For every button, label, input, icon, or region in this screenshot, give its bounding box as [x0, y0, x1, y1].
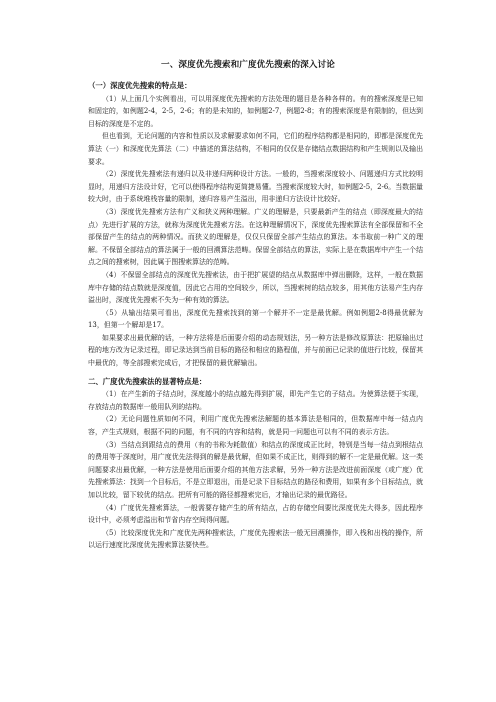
paragraph: （5）从输出结果可看出，深度优先搜索找到的第一个解并不一定是最优解。例如例题2-8得最优解为13，但第一个解却是17。 — [88, 308, 423, 330]
paragraph: （3）当结点到跟结点的费用（有的书称为耗散值）和结点的深度成正比时，特别是当每一结点到根结点的费用等于深度时，用广度优先法得到的解是最优解，但如果不成正比，则得到的解不一定是最优解。这一类问题要求出最优解，一种方法是使用后面要介绍的其他方法求解，另外一种方法是改进前面深度（或广度）优先搜索算法：找到一个目标后，不是立即退出，而是记录下目标结点的路径和费用，如果有多个目标结点，就加以比较，留下较优的结点。把所有可能的路径都搜索完后，才输出记录的最优路径。 — [88, 440, 423, 499]
paragraph: （1）在产生新的子结点时，深度越小的结点越先得到扩展，即先产生它的子结点。为使算法便于实现，存放结点的数据库一般用队列的结构。 — [88, 390, 423, 411]
paragraph: （2）深度优先搜索法有递归以及非递归两种设计方法。一般的，当搜索深度较小、问题递归方式比较明显时，用递归方法设计好，它可以使得程序结构更简捷易懂。当搜索深度较大时，如例题2-5，2-6。当数据量较大时，由于系统堆栈容量的限制，递归容易产生溢出，用非递归方法设计比较好。 — [88, 170, 423, 204]
paragraph: 但也看到，无论问题的内容和性质以及求解要求如何不同，它们的程序结构都是相同的，即都是深度优先算法（一）和深度优先算法（二）中描述的算法结构，不相同的仅仅是存储结点数据结构和产生规则以及输出要求。 — [88, 132, 423, 166]
paragraph: （4）不保留全部结点的深度优先搜索法，由于把扩展望的结点从数据库中弹出删除，这样，一般在数据库中存储的结点数就是深度值，因此它占用的空间较少，所以，当搜索树的结点较多，用其他方法易产生内存溢出时，深度优先搜索不失为一种有效的算法。 — [88, 270, 423, 305]
document-title: 一、深度优先搜索和广度优先搜索的深入讨论 — [161, 60, 335, 70]
section-2-heading: 二、广度优先搜索法的显著特点是： — [88, 376, 207, 386]
section-1-heading: （一）深度优先搜索的特点是： — [88, 81, 192, 90]
paragraph: 如果要求出最优解的话，一种方法将是后面要介绍的动态规划法，另一种方法是修改原算法：把原输出过程的地方改为记录过程，即记录达到当前目标的路径和相应的路程值，并与前面已记录的值进行比较，保留其中最优的，等全部搜索完成后，才把保留的最优解输出。 — [88, 333, 423, 368]
paragraph: （4）广度优先搜索算法，一般需要存储产生的所有结点，占的存储空间要比深度优先大得多，因此程序设计中，必须考虑溢出和节省内存空间得问题。 — [88, 503, 423, 525]
paragraph: （2）无论问题性质如何不同，利用广度优先搜索法解题的基本算法是相同的，但数据库中每一结点内容，产生式规则，根据不同的问题，有不同的内容和结构，就是同一问题也可以有不同的表示方法。 — [88, 415, 423, 437]
paragraph: （1）从上面几个实例看出，可以用深度优先搜索的方法处理的题目是各种各样的。有的搜索深度是已知和固定的，如例题2-4，2-5，2-6；有的是未知的，如例题2-7，例题2-8；有的搜索深度是有限制的，但达到目标的深度是不定的。 — [88, 94, 423, 128]
paragraph: （3）深度优先搜索方法有广义和狭义两种理解。广义的理解是，只要最新产生的结点（即深度最大的结点）先进行扩展的方法，就称为深度优先搜索方法。在这种理解情况下，深度优先搜索算法有全部保留和不全部保留产生的结点的两种情况。而狭义的理解是，仅仅只保留全部产生结点的算法。本书取前一种广义的理解。不保留全部结点的算法属于一般的回溯算法范畴。保留全部结点的算法，实际上是在数据库中产生一个结点之间的搜索树，因此属于图搜索算法的范畴。 — [88, 207, 423, 267]
document-body — [88, 80, 423, 552]
paragraph: （5）比较深度优先和广度优先两种搜索法，广度优先搜索法一般无回溯操作，即入栈和出栈的操作，所以运行速度比深度优先搜索算法要快些。 — [88, 528, 423, 550]
